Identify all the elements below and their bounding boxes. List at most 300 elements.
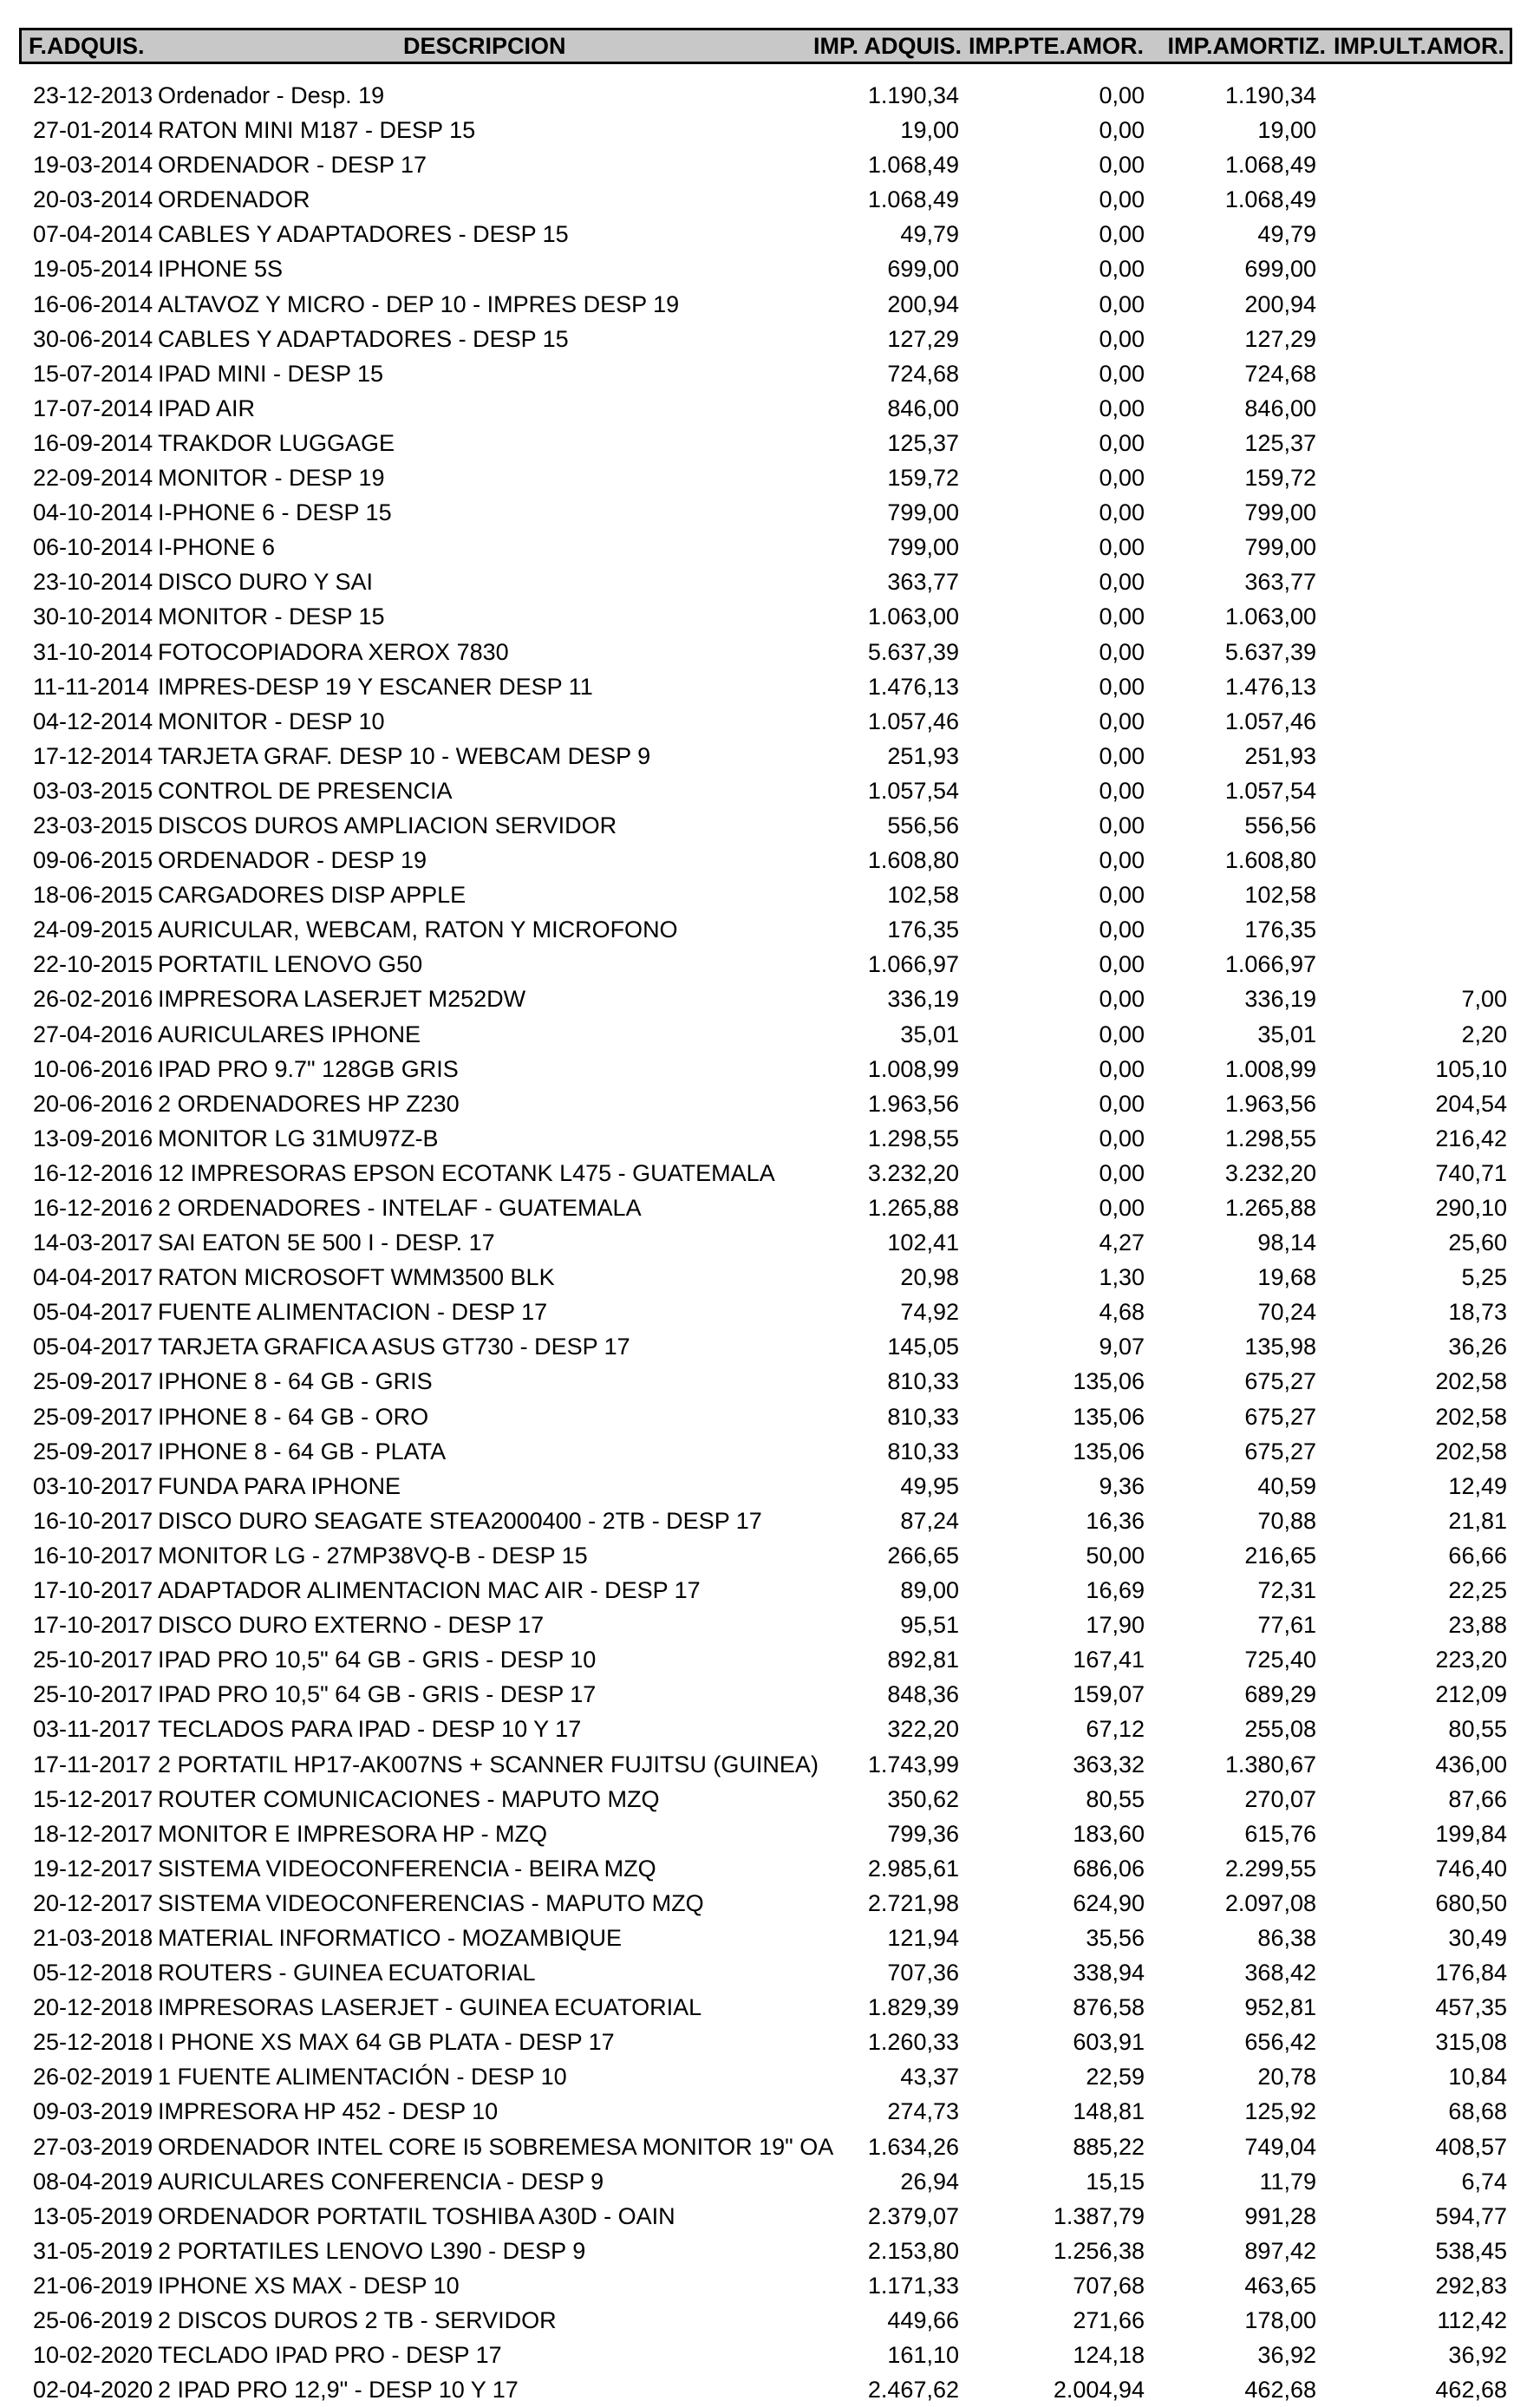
table-row (0, 2199, 1540, 2234)
cell-imp-pte-amor: 1,30 (1099, 1264, 1145, 1291)
cell-imp-adquis: 1.260,33 (867, 2029, 959, 2056)
cell-date: 25-09-2017 (33, 1403, 153, 1430)
cell-imp-adquis: 176,35 (887, 916, 959, 943)
cell-imp-ult-amor: 315,08 (1435, 2029, 1507, 2056)
cell-imp-ult-amor: 36,92 (1448, 2342, 1507, 2369)
cell-imp-pte-amor: 0,00 (1099, 290, 1145, 317)
table-row (0, 322, 1540, 356)
cell-description: IPAD PRO 9.7" 128GB GRIS (158, 1055, 459, 1082)
cell-imp-ult-amor: 10,84 (1448, 2064, 1507, 2091)
cell-imp-adquis: 200,94 (887, 290, 959, 317)
cell-imp-amortiz: 1.476,13 (1224, 673, 1316, 700)
cell-imp-adquis: 1.634,26 (867, 2133, 959, 2160)
cell-imp-pte-amor: 363,32 (1073, 1751, 1145, 1778)
cell-imp-amortiz: 72,31 (1257, 1577, 1316, 1604)
cell-imp-amortiz: 2.097,08 (1224, 1889, 1316, 1916)
cell-date: 15-07-2014 (33, 360, 153, 387)
cell-imp-ult-amor: 80,55 (1448, 1716, 1507, 1743)
header-imp-ult-amor: IMP.ULT.AMOR. (1333, 33, 1504, 59)
cell-imp-ult-amor: 436,00 (1435, 1751, 1507, 1778)
table-row (0, 1712, 1540, 1746)
cell-imp-adquis: 145,05 (887, 1334, 959, 1360)
table-row (0, 2303, 1540, 2338)
cell-date: 09-06-2015 (33, 847, 153, 874)
cell-imp-amortiz: 656,42 (1244, 2029, 1316, 2056)
cell-imp-ult-amor: 66,66 (1448, 1542, 1507, 1569)
cell-date: 04-12-2014 (33, 708, 153, 734)
cell-description: SISTEMA VIDEOCONFERENCIAS - MAPUTO MZQ (158, 1889, 704, 1916)
cell-imp-amortiz: 556,56 (1244, 812, 1316, 838)
cell-date: 23-03-2015 (33, 812, 153, 838)
cell-imp-pte-amor: 0,00 (1099, 1159, 1145, 1186)
cell-description: DISCO DURO EXTERNO - DESP 17 (158, 1612, 545, 1639)
cell-imp-pte-amor: 135,06 (1073, 1368, 1145, 1395)
cell-imp-amortiz: 368,42 (1244, 1960, 1316, 1986)
cell-imp-amortiz: 689,29 (1244, 1681, 1316, 1708)
table-row (0, 1817, 1540, 1851)
cell-imp-pte-amor: 9,07 (1099, 1334, 1145, 1360)
cell-imp-pte-amor: 148,81 (1073, 2098, 1145, 2125)
cell-imp-adquis: 3.232,20 (867, 1159, 959, 1186)
cell-description: IMPRESORA LASERJET M252DW (158, 986, 526, 1013)
cell-imp-adquis: 1.829,39 (867, 1994, 959, 2021)
cell-date: 14-03-2017 (33, 1230, 153, 1256)
cell-imp-ult-amor: 204,54 (1435, 1090, 1507, 1117)
cell-imp-adquis: 810,33 (887, 1368, 959, 1395)
cell-imp-amortiz: 952,81 (1244, 1994, 1316, 2021)
cell-date: 03-10-2017 (33, 1472, 153, 1499)
cell-imp-pte-amor: 0,00 (1099, 256, 1145, 283)
table-row (0, 251, 1540, 286)
cell-imp-amortiz: 846,00 (1244, 395, 1316, 421)
cell-date: 26-02-2016 (33, 986, 153, 1013)
cell-description: IPAD PRO 10,5" 64 GB - GRIS - DESP 17 (158, 1681, 597, 1708)
cell-imp-adquis: 556,56 (887, 812, 959, 838)
cell-imp-adquis: 35,01 (900, 1021, 959, 1047)
cell-imp-ult-amor: 87,66 (1448, 1785, 1507, 1812)
cell-description: IPHONE 8 - 64 GB - ORO (158, 1403, 429, 1430)
cell-imp-amortiz: 699,00 (1244, 256, 1316, 283)
cell-imp-amortiz: 1.057,54 (1224, 777, 1316, 804)
cell-description: 2 ORDENADORES - INTELAF - GUATEMALA (158, 1195, 642, 1221)
table-row (0, 704, 1540, 739)
cell-imp-ult-amor: 457,35 (1435, 1994, 1507, 2021)
cell-description: I-PHONE 6 - DESP 15 (158, 499, 392, 526)
cell-imp-pte-amor: 0,00 (1099, 186, 1145, 213)
cell-description: IPAD AIR (158, 395, 256, 421)
cell-imp-adquis: 707,36 (887, 1960, 959, 1986)
cell-imp-adquis: 161,10 (887, 2342, 959, 2369)
cell-imp-pte-amor: 16,36 (1086, 1507, 1145, 1534)
cell-description: FUENTE ALIMENTACION - DESP 17 (158, 1299, 548, 1326)
cell-date: 22-10-2015 (33, 951, 153, 978)
cell-description: RATON MICROSOFT WMM3500 BLK (158, 1264, 555, 1291)
cell-imp-adquis: 20,98 (900, 1264, 959, 1291)
cell-imp-pte-amor: 167,41 (1073, 1647, 1145, 1673)
cell-imp-amortiz: 1.063,00 (1224, 603, 1316, 630)
table-row (0, 843, 1540, 877)
table-row (0, 669, 1540, 704)
cell-description: SISTEMA VIDEOCONFERENCIA - BEIRA MZQ (158, 1855, 656, 1882)
cell-imp-adquis: 1.171,33 (867, 2272, 959, 2299)
cell-imp-ult-amor: 5,25 (1461, 1264, 1507, 1291)
cell-imp-adquis: 892,81 (887, 1647, 959, 1673)
cell-date: 11-11-2014 (33, 673, 150, 700)
cell-imp-adquis: 810,33 (887, 1403, 959, 1430)
cell-description: CABLES Y ADAPTADORES - DESP 15 (158, 325, 569, 352)
cell-description: IPHONE 5S (158, 256, 284, 283)
cell-description: IPAD MINI - DESP 15 (158, 360, 384, 387)
cell-date: 25-10-2017 (33, 1647, 153, 1673)
cell-imp-amortiz: 270,07 (1244, 1785, 1316, 1812)
cell-description: CONTROL DE PRESENCIA (158, 777, 453, 804)
cell-imp-adquis: 799,00 (887, 534, 959, 561)
cell-date: 25-10-2017 (33, 1681, 153, 1708)
cell-imp-amortiz: 799,00 (1244, 499, 1316, 526)
cell-description: FUNDA PARA IPHONE (158, 1472, 401, 1499)
cell-imp-ult-amor: 290,10 (1435, 1195, 1507, 1221)
cell-date: 23-10-2014 (33, 569, 153, 596)
cell-imp-pte-amor: 0,00 (1099, 708, 1145, 734)
cell-description: Ordenador - Desp. 19 (158, 82, 385, 108)
cell-date: 10-06-2016 (33, 1055, 153, 1082)
cell-imp-pte-amor: 22,59 (1086, 2064, 1145, 2091)
table-row (0, 2094, 1540, 2129)
cell-imp-adquis: 799,36 (887, 1820, 959, 1847)
cell-description: DISCOS DUROS AMPLIACION SERVIDOR (158, 812, 617, 838)
table-row (0, 1156, 1540, 1190)
cell-date: 16-06-2014 (33, 290, 153, 317)
cell-imp-amortiz: 102,58 (1244, 882, 1316, 909)
cell-description: MONITOR LG 31MU97Z-B (158, 1125, 439, 1151)
cell-imp-ult-amor: 212,09 (1435, 1681, 1507, 1708)
cell-imp-pte-amor: 135,06 (1073, 1438, 1145, 1464)
cell-imp-amortiz: 70,24 (1257, 1299, 1316, 1326)
cell-imp-pte-amor: 271,66 (1073, 2307, 1145, 2333)
cell-date: 21-03-2018 (33, 1924, 153, 1951)
cell-description: TARJETA GRAF. DESP 10 - WEBCAM DESP 9 (158, 742, 651, 769)
table-header (19, 28, 1512, 64)
cell-date: 04-04-2017 (33, 1264, 153, 1291)
cell-date: 02-04-2020 (33, 2377, 153, 2404)
cell-date: 05-04-2017 (33, 1334, 153, 1360)
cell-imp-pte-amor: 0,00 (1099, 325, 1145, 352)
cell-description: IMPRESORAS LASERJET - GUINEA ECUATORIAL (158, 1994, 702, 2021)
cell-imp-amortiz: 1.068,49 (1224, 152, 1316, 179)
cell-imp-amortiz: 19,68 (1257, 1264, 1316, 1291)
cell-date: 06-10-2014 (33, 534, 153, 561)
cell-imp-amortiz: 125,37 (1244, 429, 1316, 456)
table-row (0, 1921, 1540, 1955)
cell-description: 2 PORTATILES LENOVO L390 - DESP 9 (158, 2237, 586, 2264)
cell-imp-pte-amor: 0,00 (1099, 603, 1145, 630)
cell-imp-pte-amor: 0,00 (1099, 638, 1145, 665)
cell-imp-pte-amor: 9,36 (1099, 1472, 1145, 1499)
cell-description: IMPRES-DESP 19 Y ESCANER DESP 11 (158, 673, 593, 700)
cell-imp-pte-amor: 4,68 (1099, 1299, 1145, 1326)
cell-imp-amortiz: 77,61 (1257, 1612, 1316, 1639)
cell-imp-adquis: 1.068,49 (867, 152, 959, 179)
cell-imp-pte-amor: 0,00 (1099, 1055, 1145, 1082)
cell-imp-adquis: 2.721,98 (867, 1889, 959, 1916)
table-row (0, 1364, 1540, 1399)
cell-imp-pte-amor: 2.004,94 (1053, 2377, 1145, 2404)
cell-date: 20-12-2017 (33, 1889, 153, 1916)
table-row (0, 460, 1540, 495)
cell-imp-pte-amor: 0,00 (1099, 916, 1145, 943)
cell-description: CARGADORES DISP APPLE (158, 882, 467, 909)
cell-imp-ult-amor: 68,68 (1448, 2098, 1507, 2125)
cell-imp-ult-amor: 25,60 (1448, 1230, 1507, 1256)
cell-imp-ult-amor: 202,58 (1435, 1403, 1507, 1430)
table-row (0, 1295, 1540, 1329)
cell-description: 2 IPAD PRO 12,9" - DESP 10 Y 17 (158, 2377, 519, 2404)
cell-date: 18-12-2017 (33, 1820, 153, 1847)
cell-imp-ult-amor: 740,71 (1435, 1159, 1507, 1186)
cell-imp-pte-amor: 4,27 (1099, 1230, 1145, 1256)
cell-date: 27-04-2016 (33, 1021, 153, 1047)
cell-description: I PHONE XS MAX 64 GB PLATA - DESP 17 (158, 2029, 615, 2056)
cell-imp-pte-amor: 0,00 (1099, 673, 1145, 700)
cell-description: MATERIAL INFORMATICO - MOZAMBIQUE (158, 1924, 623, 1951)
header-imp-adquis: IMP. ADQUIS. (812, 33, 962, 59)
cell-imp-amortiz: 125,92 (1244, 2098, 1316, 2125)
cell-date: 30-06-2014 (33, 325, 153, 352)
table-row (0, 2059, 1540, 2094)
table-row (0, 2025, 1540, 2059)
cell-imp-ult-amor: 176,84 (1435, 1960, 1507, 1986)
cell-imp-amortiz: 1.057,46 (1224, 708, 1316, 734)
cell-imp-pte-amor: 17,90 (1086, 1612, 1145, 1639)
cell-imp-adquis: 1.063,00 (867, 603, 959, 630)
table-row (0, 1886, 1540, 1921)
cell-description: ADAPTADOR ALIMENTACION MAC AIR - DESP 17 (158, 1577, 701, 1604)
cell-imp-ult-amor: 594,77 (1435, 2202, 1507, 2229)
cell-date: 08-04-2019 (33, 2168, 153, 2195)
cell-description: IPHONE 8 - 64 GB - PLATA (158, 1438, 447, 1464)
cell-imp-adquis: 1.190,34 (867, 82, 959, 108)
cell-imp-pte-amor: 35,56 (1086, 1924, 1145, 1951)
cell-description: ORDENADOR - DESP 17 (158, 152, 427, 179)
cell-date: 23-12-2013 (33, 82, 153, 108)
cell-imp-ult-amor: 216,42 (1435, 1125, 1507, 1151)
cell-description: TECLADOS PARA IPAD - DESP 10 Y 17 (158, 1716, 582, 1743)
cell-imp-adquis: 1.298,55 (867, 1125, 959, 1151)
cell-imp-adquis: 95,51 (900, 1612, 959, 1639)
cell-imp-adquis: 43,37 (900, 2064, 959, 2091)
cell-imp-pte-amor: 885,22 (1073, 2133, 1145, 2160)
cell-imp-ult-amor: 12,49 (1448, 1472, 1507, 1499)
table-row (0, 599, 1540, 634)
table-row (0, 912, 1540, 947)
cell-imp-pte-amor: 624,90 (1073, 1889, 1145, 1916)
cell-imp-adquis: 810,33 (887, 1438, 959, 1464)
cell-imp-adquis: 1.608,80 (867, 847, 959, 874)
cell-date: 17-10-2017 (33, 1612, 153, 1639)
cell-imp-amortiz: 3.232,20 (1224, 1159, 1316, 1186)
cell-imp-ult-amor: 680,50 (1435, 1889, 1507, 1916)
cell-imp-ult-amor: 199,84 (1435, 1820, 1507, 1847)
cell-imp-amortiz: 200,94 (1244, 290, 1316, 317)
cell-imp-adquis: 74,92 (900, 1299, 959, 1326)
cell-imp-adquis: 1.963,56 (867, 1090, 959, 1117)
cell-imp-adquis: 102,41 (887, 1230, 959, 1256)
table-row (0, 1504, 1540, 1538)
cell-imp-amortiz: 35,01 (1257, 1021, 1316, 1047)
cell-imp-adquis: 159,72 (887, 465, 959, 492)
cell-imp-amortiz: 336,19 (1244, 986, 1316, 1013)
cell-imp-ult-amor: 23,88 (1448, 1612, 1507, 1639)
cell-imp-adquis: 2.379,07 (867, 2202, 959, 2229)
cell-date: 16-09-2014 (33, 429, 153, 456)
table-row (0, 1017, 1540, 1052)
cell-imp-ult-amor: 202,58 (1435, 1438, 1507, 1464)
table-row (0, 2338, 1540, 2372)
cell-imp-ult-amor: 36,26 (1448, 1334, 1507, 1360)
cell-imp-adquis: 274,73 (887, 2098, 959, 2125)
cell-imp-pte-amor: 159,07 (1073, 1681, 1145, 1708)
cell-imp-amortiz: 991,28 (1244, 2202, 1316, 2229)
cell-imp-ult-amor: 6,74 (1461, 2168, 1507, 2195)
cell-imp-adquis: 350,62 (887, 1785, 959, 1812)
cell-date: 26-02-2019 (33, 2064, 153, 2091)
header-imp-pte-amor: IMP.PTE.AMOR. (968, 33, 1144, 59)
table-row (0, 773, 1540, 808)
cell-date: 24-09-2015 (33, 916, 153, 943)
cell-imp-pte-amor: 124,18 (1073, 2342, 1145, 2369)
table-row (0, 1573, 1540, 1608)
cell-imp-adquis: 1.057,46 (867, 708, 959, 734)
cell-imp-amortiz: 675,27 (1244, 1368, 1316, 1395)
cell-imp-pte-amor: 0,00 (1099, 360, 1145, 387)
cell-imp-ult-amor: 223,20 (1435, 1647, 1507, 1673)
cell-imp-pte-amor: 0,00 (1099, 534, 1145, 561)
cell-imp-pte-amor: 876,58 (1073, 1994, 1145, 2021)
cell-imp-amortiz: 49,79 (1257, 221, 1316, 248)
table-row (0, 287, 1540, 322)
cell-imp-pte-amor: 50,00 (1086, 1542, 1145, 1569)
cell-date: 05-04-2017 (33, 1299, 153, 1326)
table-row (0, 1190, 1540, 1225)
cell-imp-pte-amor: 686,06 (1073, 1855, 1145, 1882)
cell-imp-adquis: 87,24 (900, 1507, 959, 1534)
table-row (0, 1538, 1540, 1573)
table-row (0, 113, 1540, 147)
cell-description: MONITOR - DESP 10 (158, 708, 385, 734)
cell-description: AURICULARES IPHONE (158, 1021, 421, 1047)
cell-imp-adquis: 125,37 (887, 429, 959, 456)
table-row (0, 739, 1540, 773)
header-date: F.ADQUIS. (29, 33, 145, 59)
cell-date: 16-10-2017 (33, 1542, 153, 1569)
cell-imp-pte-amor: 0,00 (1099, 1125, 1145, 1151)
cell-imp-amortiz: 749,04 (1244, 2133, 1316, 2160)
table-row (0, 1677, 1540, 1712)
cell-date: 03-11-2017 (33, 1716, 152, 1743)
cell-date: 20-03-2014 (33, 186, 153, 213)
cell-date: 25-12-2018 (33, 2029, 153, 2056)
cell-imp-adquis: 449,66 (887, 2307, 959, 2333)
cell-date: 25-09-2017 (33, 1438, 153, 1464)
cell-imp-pte-amor: 1.256,38 (1053, 2237, 1145, 2264)
cell-imp-pte-amor: 0,00 (1099, 1090, 1145, 1117)
table-row (0, 2164, 1540, 2199)
cell-date: 03-03-2015 (33, 777, 153, 804)
cell-imp-adquis: 1.476,13 (867, 673, 959, 700)
cell-description: ORDENADOR (158, 186, 310, 213)
cell-imp-adquis: 266,65 (887, 1542, 959, 1569)
table-row (0, 1399, 1540, 1434)
cell-imp-amortiz: 1.008,99 (1224, 1055, 1316, 1082)
cell-imp-amortiz: 463,65 (1244, 2272, 1316, 2299)
cell-imp-amortiz: 1.963,56 (1224, 1090, 1316, 1117)
table-row (0, 564, 1540, 599)
cell-imp-pte-amor: 1.387,79 (1053, 2202, 1145, 2229)
cell-date: 19-12-2017 (33, 1855, 153, 1882)
cell-date: 17-10-2017 (33, 1577, 153, 1604)
table-row (0, 1642, 1540, 1677)
cell-description: ORDENADOR - DESP 19 (158, 847, 427, 874)
cell-imp-pte-amor: 0,00 (1099, 82, 1145, 108)
cell-imp-adquis: 363,77 (887, 569, 959, 596)
cell-imp-amortiz: 675,27 (1244, 1403, 1316, 1430)
cell-imp-ult-amor: 538,45 (1435, 2237, 1507, 2264)
table-row (0, 635, 1540, 669)
cell-imp-pte-amor: 0,00 (1099, 1195, 1145, 1221)
cell-imp-amortiz: 675,27 (1244, 1438, 1316, 1464)
cell-imp-pte-amor: 0,00 (1099, 812, 1145, 838)
table-row (0, 1052, 1540, 1086)
cell-description: 12 IMPRESORAS EPSON ECOTANK L475 - GUATEMALA (158, 1159, 775, 1186)
cell-description: ORDENADOR PORTATIL TOSHIBA A30D - OAIN (158, 2202, 675, 2229)
cell-date: 21-06-2019 (33, 2272, 153, 2299)
cell-imp-adquis: 89,00 (900, 1577, 959, 1604)
cell-description: TRAKDOR LUGGAGE (158, 429, 395, 456)
cell-imp-amortiz: 1.068,49 (1224, 186, 1316, 213)
cell-date: 16-12-2016 (33, 1195, 153, 1221)
cell-imp-ult-amor: 746,40 (1435, 1855, 1507, 1882)
table-row (0, 808, 1540, 843)
table-row (0, 1782, 1540, 1817)
cell-imp-amortiz: 11,79 (1259, 2168, 1316, 2195)
cell-date: 15-12-2017 (33, 1785, 153, 1812)
cell-imp-pte-amor: 0,00 (1099, 742, 1145, 769)
cell-imp-amortiz: 363,77 (1244, 569, 1316, 596)
cell-imp-pte-amor: 80,55 (1086, 1785, 1145, 1812)
cell-date: 13-09-2016 (33, 1125, 153, 1151)
cell-imp-adquis: 49,79 (900, 221, 959, 248)
cell-imp-amortiz: 36,92 (1257, 2342, 1316, 2369)
cell-date: 05-12-2018 (33, 1960, 153, 1986)
cell-imp-pte-amor: 0,00 (1099, 777, 1145, 804)
cell-imp-amortiz: 86,38 (1257, 1924, 1316, 1951)
cell-imp-adquis: 848,36 (887, 1681, 959, 1708)
table-row (0, 1747, 1540, 1782)
cell-imp-amortiz: 615,76 (1244, 1820, 1316, 1847)
cell-imp-amortiz: 1.380,67 (1224, 1751, 1316, 1778)
table-row (0, 2234, 1540, 2268)
cell-imp-amortiz: 725,40 (1244, 1647, 1316, 1673)
cell-imp-amortiz: 462,68 (1244, 2377, 1316, 2404)
cell-imp-amortiz: 135,98 (1244, 1334, 1316, 1360)
cell-description: IPAD PRO 10,5" 64 GB - GRIS - DESP 10 (158, 1647, 597, 1673)
table-row (0, 1469, 1540, 1504)
cell-imp-amortiz: 251,93 (1244, 742, 1316, 769)
cell-imp-amortiz: 799,00 (1244, 534, 1316, 561)
cell-imp-ult-amor: 292,83 (1435, 2272, 1507, 2299)
cell-imp-pte-amor: 707,68 (1073, 2272, 1145, 2299)
cell-description: MONITOR LG - 27MP38VQ-B - DESP 15 (158, 1542, 588, 1569)
